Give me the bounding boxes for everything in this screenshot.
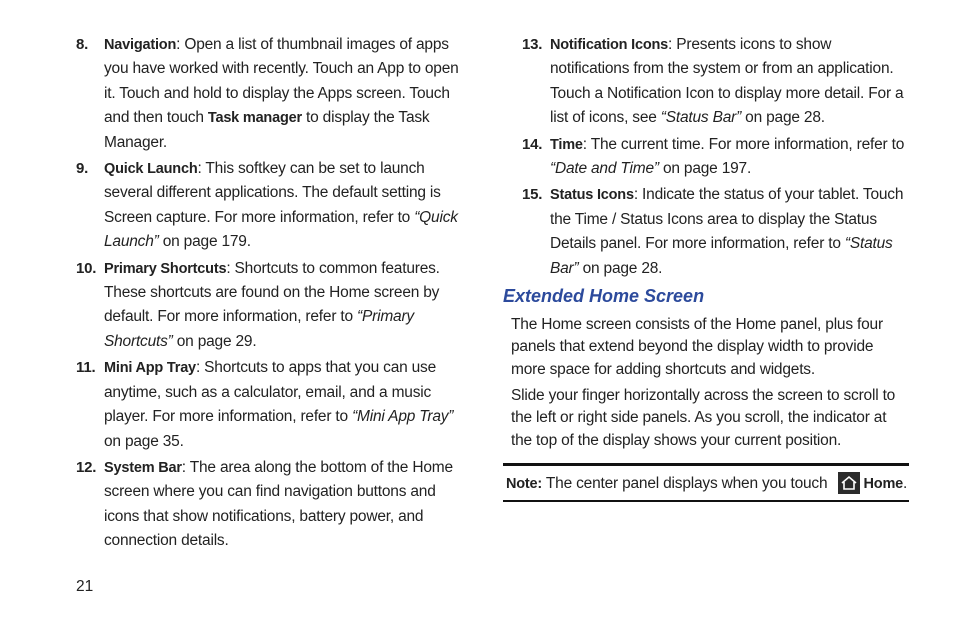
item-text: : Indicate the status of your tablet. Touch the Time / Status Icons area to display the Status Details panel. For more information, refer to: [550, 186, 904, 253]
home-icon: [838, 472, 860, 494]
right-column: [522, 33, 912, 283]
item-term: Quick Launch: [104, 161, 198, 178]
cross-reference: “Primary Shortcuts”: [104, 308, 414, 350]
item-term: System Bar: [104, 459, 182, 476]
section-heading: Extended Home Screen: [503, 286, 705, 306]
page-reference: on page 179.: [158, 233, 251, 251]
note-box: [503, 463, 909, 502]
list-item-notification-icons: [522, 33, 912, 131]
item-text: : Shortcuts to apps that you can use anytime, such as a calculator, email, and a music player. For more information, refer to: [104, 359, 437, 426]
section-paragraph-2: Slide your finger horizontally across the screen to scroll to the left or right side panels. As you scroll, the indicator at the top of the display shows your current position.: [511, 387, 896, 449]
cross-reference: “Quick Launch”: [104, 208, 458, 251]
cross-reference: “Date and Time”: [550, 160, 659, 178]
page-reference: on page 29.: [172, 332, 257, 350]
item-number: 15.: [522, 186, 543, 204]
item-term: Notification Icons: [550, 37, 669, 53]
page-number: 21: [76, 578, 94, 595]
item-term: Primary Shortcuts: [104, 260, 227, 277]
item-number: 9.: [76, 160, 89, 178]
item-text: : The area along the bottom of the Home screen where you can find navigation buttons and icons that show notifications, battery power, and connection details.: [104, 458, 453, 550]
item-number: 13.: [522, 36, 543, 53]
item-term: Time: [550, 136, 583, 153]
list-item-navigation: [76, 33, 464, 155]
page-reference: on page 28.: [741, 109, 825, 127]
left-column: [76, 33, 464, 556]
cross-reference: “Status Bar”: [660, 109, 742, 127]
list-item-quick-launch: [76, 157, 464, 255]
page-reference: on page 197.: [658, 160, 752, 178]
section-paragraph-1: The Home screen consists of the Home panel, plus four panels that extend beyond the display width to provide more space for adding shortcuts and widgets.: [511, 316, 883, 378]
item-text-end: to display the Task Manager.: [104, 109, 430, 151]
item-text: : The current time. For more information, refer to: [582, 135, 905, 153]
home-button-label: Home: [863, 476, 904, 492]
item-number: 11.: [76, 359, 96, 377]
note-label: Note:: [506, 476, 543, 492]
list-item-time: [522, 133, 912, 182]
list-item-system-bar: [76, 456, 464, 554]
item-number: 10.: [76, 259, 97, 277]
list-item-status-icons: [522, 183, 912, 281]
note-end: .: [903, 475, 908, 492]
cross-reference: “Status Bar”: [550, 235, 893, 277]
note-text: The center panel displays when you touch: [542, 475, 832, 492]
item-text: : This softkey can be set to launch several different applications. The default setting is Screen capture. For more information, refer to: [104, 160, 441, 226]
task-manager-term: Task manager: [207, 110, 302, 127]
item-number: 8.: [76, 36, 89, 53]
item-term: Mini App Tray: [104, 360, 196, 377]
item-text: : Open a list of thumbnail images of apps you have worked with recently. Touch an App to open it. Touch and hold to display the Apps screen. Touch and then touch: [104, 36, 459, 127]
page-reference: on page 35.: [104, 432, 184, 450]
item-term: Navigation: [104, 37, 177, 53]
item-number: 14.: [522, 135, 543, 153]
item-term: Status Icons: [550, 187, 634, 204]
cross-reference: “Mini App Tray”: [352, 408, 454, 426]
page-reference: on page 28.: [578, 259, 663, 277]
item-text: : Shortcuts to common features. These shortcuts are found on the Home screen by default. For more information, refer to: [104, 259, 440, 326]
item-number: 12.: [76, 458, 97, 476]
list-item-mini-app-tray: [76, 356, 464, 454]
item-text: : Presents icons to show notifications from the system or from an application. Touch a Notification Icon to display more detail. For a list of icons, see: [550, 36, 904, 127]
note-content: [506, 472, 907, 494]
list-item-primary-shortcuts: [76, 257, 464, 355]
